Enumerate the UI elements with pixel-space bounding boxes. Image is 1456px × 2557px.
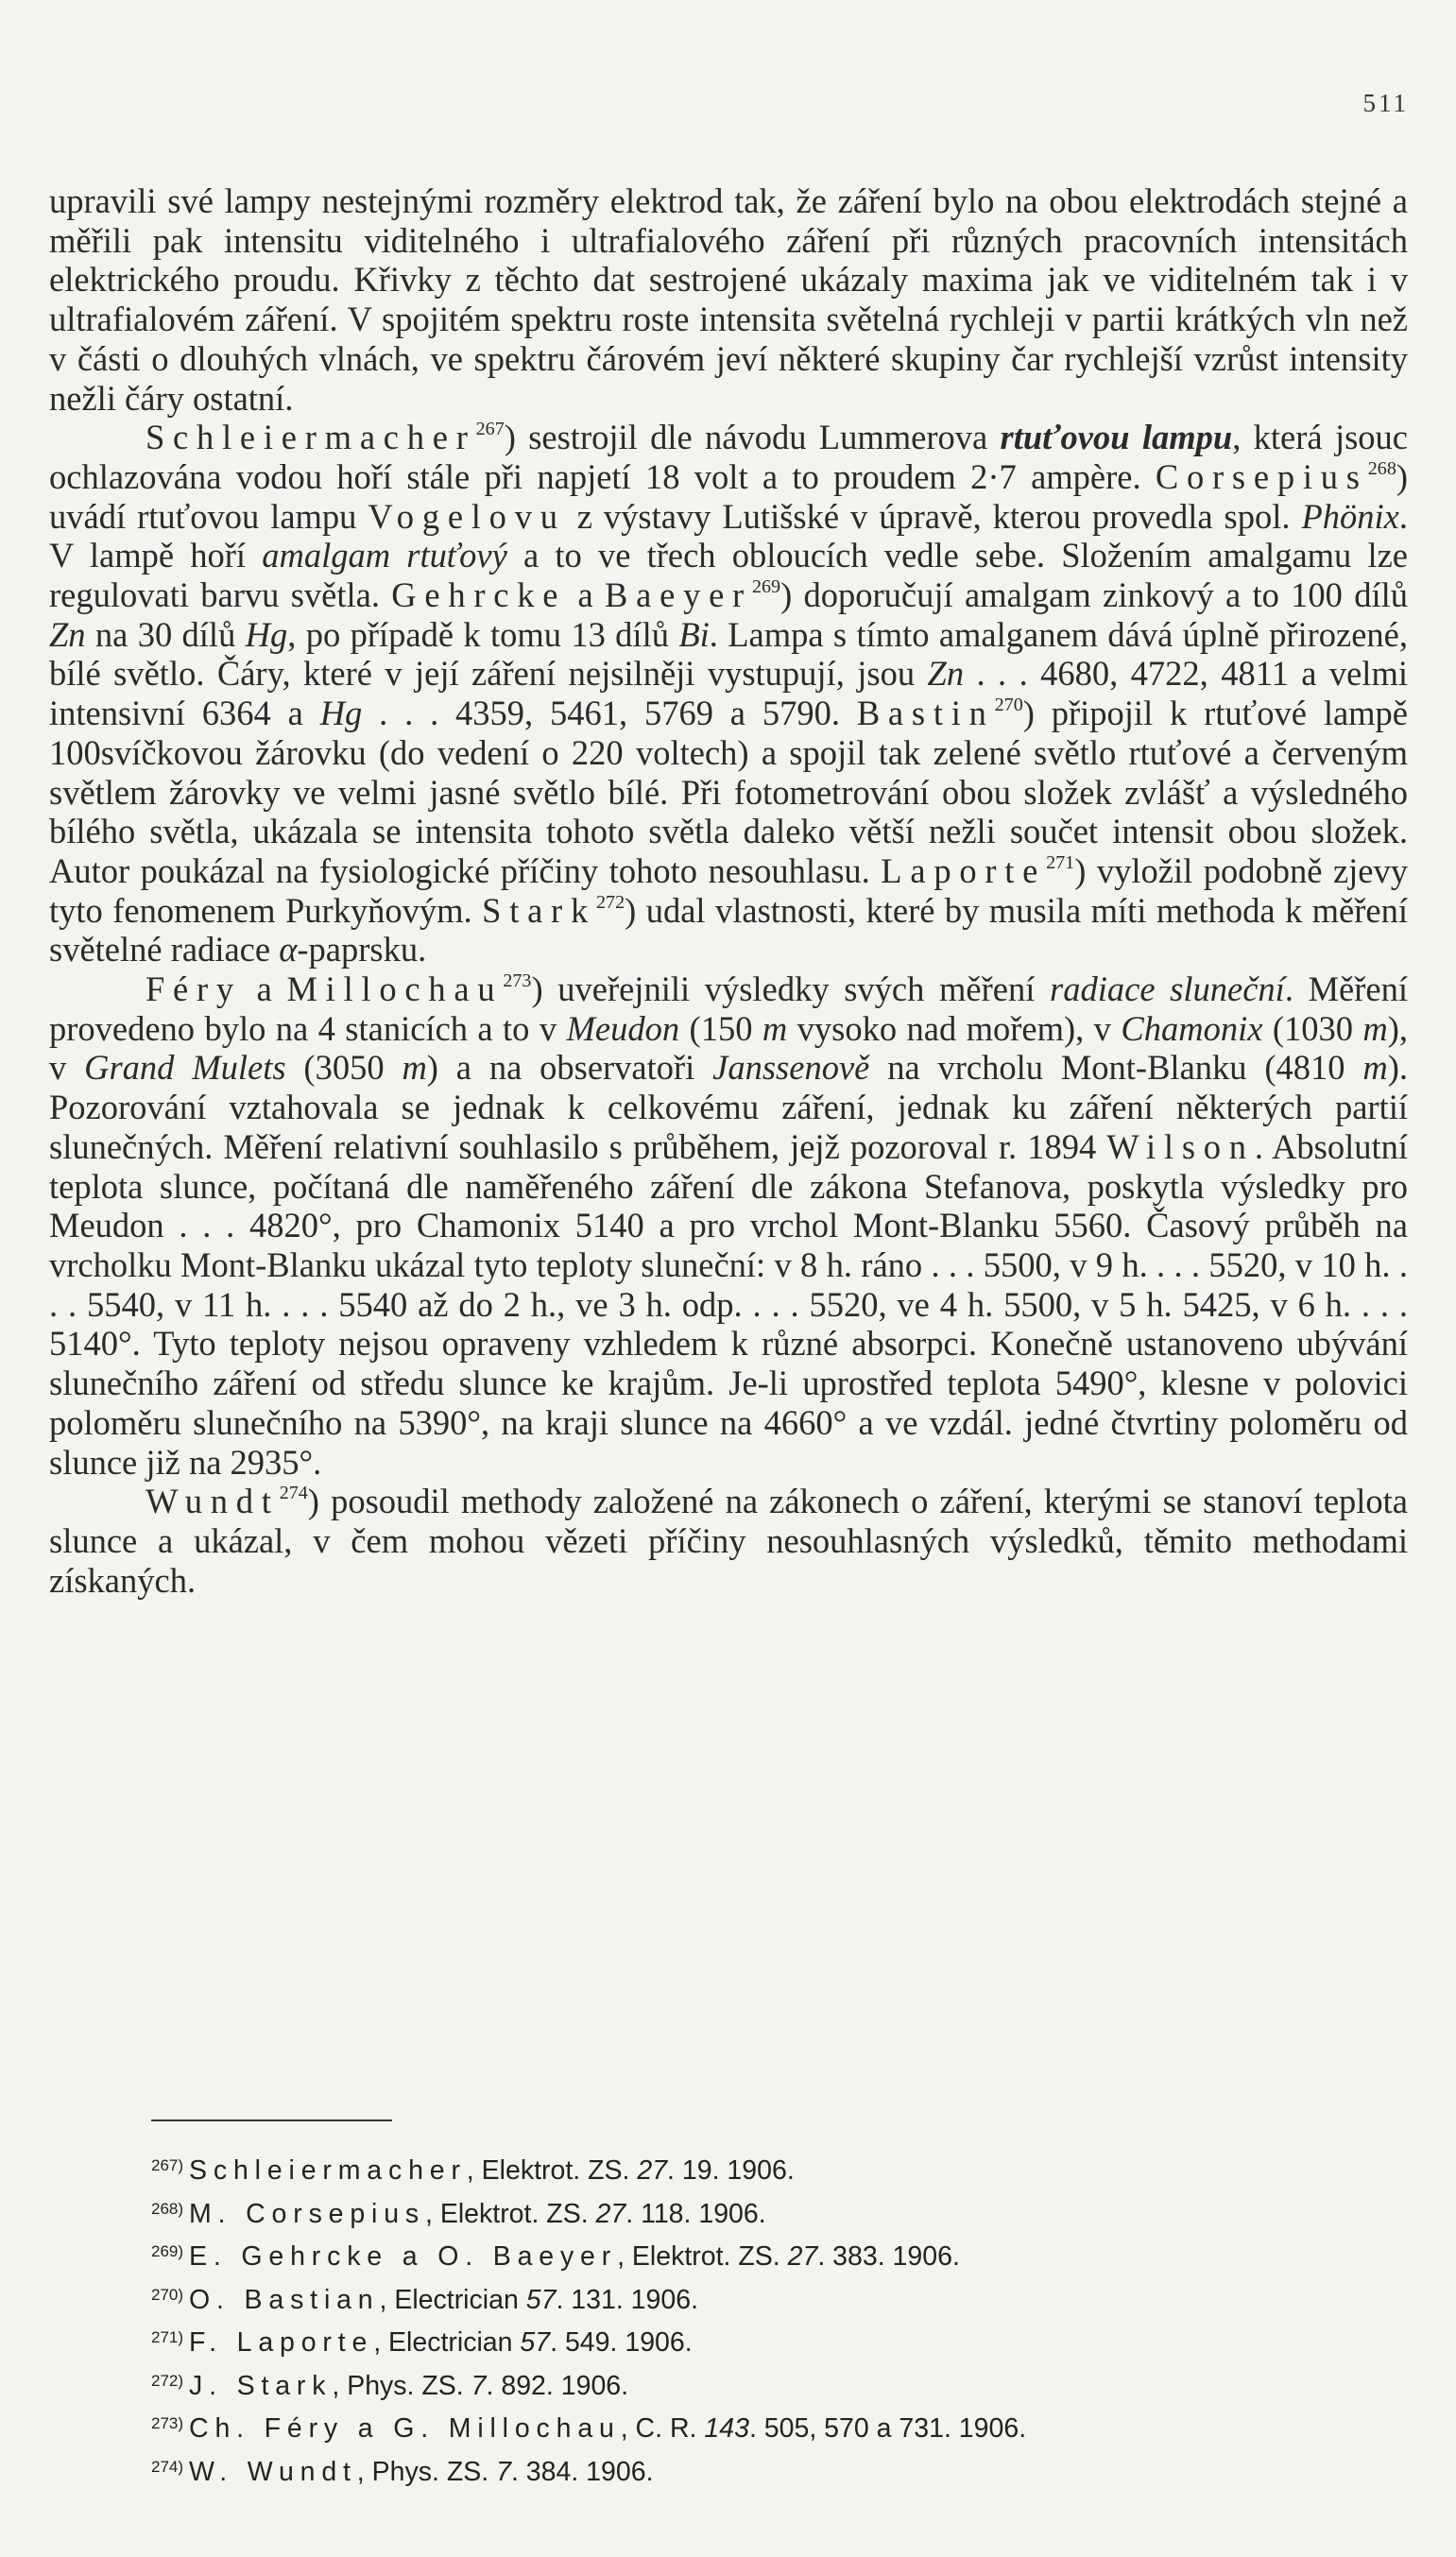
text-run: ) a na observatoři: [426, 1048, 713, 1088]
footnote-source: , Phys. ZS.: [332, 2370, 471, 2401]
italic-text: m: [1362, 1048, 1388, 1088]
footnote-pages: . 19. 1906.: [667, 2155, 795, 2186]
text-run: . Lampa s tímto amalganem dává úplně přirozené, bílé světlo. Čáry, které v její záření nejsilněji vystupují, jsou: [49, 614, 1409, 694]
footnote-ref: 267: [475, 419, 505, 440]
italic-text: α: [279, 930, 298, 970]
footnote-item: [151, 2147, 1408, 2190]
footnote-number: 270): [151, 2285, 184, 2304]
footnote-author: W. Wundt: [189, 2456, 357, 2487]
footnote-ref: 272: [596, 891, 625, 913]
footnote-item: [151, 2276, 1408, 2320]
text-run: ) sestrojil dle návodu Lummerova: [504, 418, 1001, 457]
spaced-name: Corsepius: [1155, 456, 1368, 496]
footnote-author: O. Bastian: [189, 2284, 380, 2315]
spaced-name: Wundt: [146, 1482, 280, 1521]
footnote-ref: 270: [994, 695, 1023, 716]
footnote-source: , Elektrot. ZS.: [466, 2155, 638, 2186]
italic-text: Meudon: [566, 1008, 680, 1048]
footnote-number: 268): [151, 2199, 184, 2218]
text-run: . V lampě hoří: [49, 496, 1409, 575]
paragraph: [49, 970, 1408, 1482]
text-run: a: [241, 970, 287, 1009]
page-number: 511: [1362, 89, 1409, 117]
footnote-item: [151, 2405, 1408, 2448]
text-run: z výstavy Lutišské v úpravě, kterou provedla spol.: [565, 496, 1302, 536]
italic-text: Zn: [49, 614, 86, 654]
text-run: (1030: [1262, 1008, 1363, 1048]
footnote-source: , Phys. ZS.: [356, 2456, 497, 2487]
text-run: ) uveřejnili výsledky svých měření: [531, 970, 1051, 1009]
italic-text: Hg: [245, 614, 288, 654]
italic-text: m: [402, 1048, 427, 1088]
italic-text: amalgam rtuťový: [262, 536, 507, 575]
text-run: (150: [679, 1008, 762, 1048]
italic-text: radiace sluneční: [1050, 970, 1285, 1009]
text-run: ) udal vlastnosti, které by musila míti methoda k měření světelné radiace: [49, 890, 1409, 970]
text-run: ) posoudil methody založené na zákonech o záření, kterými se stanoví teplota slunce a ukázal, v čem mohou vězeti příčiny nesouhlasných výsledků, těmito methodami získaných.: [49, 1482, 1408, 1600]
footnote-author: Ch. Féry a G. Millochau: [189, 2413, 621, 2444]
footnote-pages: . 118. 1906.: [625, 2198, 766, 2229]
spaced-name: Millochau: [286, 970, 504, 1009]
footnote-volume: 57: [525, 2284, 557, 2315]
footnote-divider: [151, 2119, 392, 2121]
text-run: na vrcholu Mont-Blanku (4810: [869, 1048, 1363, 1088]
italic-text: m: [762, 1008, 788, 1048]
spaced-name: Wilson: [1106, 1126, 1255, 1166]
footnote-item: [151, 2448, 1408, 2492]
body-text: [49, 181, 1408, 1600]
footnote-volume: 143: [704, 2413, 749, 2444]
text-run: , která jsouc ochlazována vodou hoří stále při napjetí 18 volt a to proudem 2·7 ampère.: [49, 418, 1408, 496]
text-run: . . . 4680, 4722, 4811 a velmi intensivní 6364 a: [49, 654, 1408, 733]
paragraph: [49, 181, 1408, 418]
footnote-pages: . 892. 1906.: [486, 2370, 629, 2401]
footnote-item: [151, 2362, 1408, 2406]
footnote-pages: . 549. 1906.: [550, 2327, 693, 2358]
footnote-volume: 27: [595, 2198, 626, 2229]
text-run: vysoko nad mořem), v: [787, 1008, 1122, 1048]
footnote-ref: 273: [503, 970, 532, 992]
paragraph: [49, 1482, 1408, 1600]
italic-text: Grand Mulets: [84, 1048, 286, 1088]
spaced-name: Bastin: [856, 694, 995, 733]
text-run: , po případě k tomu 13 dílů: [287, 614, 679, 654]
spaced-name: Vogelovu: [368, 496, 566, 536]
footnote-source: , Electrician: [379, 2284, 526, 2315]
footnote-pages: . 505, 570 a 731. 1906.: [748, 2413, 1027, 2444]
italic-text: Zn: [927, 654, 965, 694]
italic-text: Phönix: [1301, 496, 1399, 536]
text-run: . . . 4359, 5461, 5769 a 5790.: [362, 694, 857, 733]
footnote-pages: . 131. 1906.: [556, 2284, 698, 2315]
footnote-pages: . 383. 1906.: [817, 2241, 960, 2272]
footnote-number: 267): [151, 2156, 184, 2174]
spaced-name: Baeyer: [605, 575, 752, 615]
text-run: (3050: [285, 1048, 403, 1088]
footnote-number: 274): [151, 2457, 184, 2476]
italic-text: Janssenově: [712, 1048, 870, 1088]
footnote-number: 271): [151, 2328, 184, 2346]
footnote-item: [151, 2319, 1408, 2362]
footnote-volume: 27: [637, 2155, 668, 2186]
text-run: na 30 dílů: [85, 614, 246, 654]
emphasis-text: rtuťovou lampu: [1000, 418, 1233, 457]
spaced-name: Schleiermacher: [146, 418, 476, 457]
footnote-author: E. Gehrcke a O. Baeyer: [189, 2241, 618, 2272]
footnote-ref: 268: [1367, 457, 1396, 479]
footnote-volume: 7: [496, 2456, 511, 2487]
italic-text: Bi: [678, 614, 710, 654]
text-run: upravili své lampy nestejnými rozměry elektrod tak, že záření bylo na obou elektrodách stejné a měřili pak intensitu viditelného i ultrafialového záření při různých pracovních intensitách elektrického proudu. Křivky z těchto dat sestrojené ukázaly maxima jak ve viditelném tak i v ultrafialovém záření. V spojitém spektru roste intensita světelná rychleji v partii krátkých vln než v části o dlouhých vlnách, ve spektru čárovém jeví některé skupiny čar rychlejší vzrůst intensity nežli čáry ostatní.: [49, 181, 1408, 418]
text-run: -paprsku.: [297, 930, 427, 970]
spaced-name: Féry: [146, 970, 242, 1009]
spaced-name: Laporte: [881, 850, 1047, 890]
footnotes: [151, 2147, 1408, 2491]
footnote-author: Schleiermacher: [189, 2155, 467, 2186]
footnote-volume: 57: [520, 2327, 551, 2358]
text-run: ) doporučují amalgam zinkový a to 100 dílů: [780, 575, 1409, 615]
footnote-number: 269): [151, 2242, 184, 2260]
text-run: a: [566, 575, 606, 615]
footnote-pages: . 384. 1906.: [510, 2456, 654, 2487]
footnote-source: , Elektrot. ZS.: [617, 2241, 788, 2272]
text-run: . Měření provedeno bylo na 4 stanicích a to v: [49, 970, 1409, 1048]
footnote-item: [151, 2233, 1408, 2276]
footnote-author: J. Stark: [189, 2370, 333, 2401]
footnote-source: , C. R.: [620, 2413, 705, 2444]
italic-text: m: [1362, 1008, 1388, 1048]
text-run: ). Pozorování vztahovala se jednak k celkovému záření, jednak ku záření některých partií slunečných. Měření relativní souhlasilo s průběhem, jejž pozoroval r. 1894: [49, 1048, 1408, 1166]
footnote-author: F. Laporte: [189, 2327, 374, 2358]
text-run: ) uvádí rtuťovou lampu: [49, 456, 1408, 536]
text-run: . Absolutní teplota slunce, počítaná dle naměřeného záření dle zákona Stefanova, poskytla výsledky pro Meudon . . . 4820°, pro Chamonix 5140 a pro vrchol Mont-Blanku 5560. Časový průběh na vrcholku Mont-Blanku ukázal tyto teploty sluneční: v 8 h. ráno . . . 5500, v 9 h. . . . 5520, v 10 h. . . . 5540, v 11 h. . . . 5540 až do 2 h., ve 3 h. odp. . . . 5520, ve 4 h. 5500, v 5 h. 5425, v 6 h. . . . 5140°. Tyto teploty nejsou opraveny vzhledem k různé absorpci. Konečně ustanoveno ubývání slunečního záření od středu slunce ke krajům. Je-li uprostřed teplota 5490°, klesne v polovici poloměru slunečního na 5390°, na kraji slunce na 4660° a ve vzdál. jedné čtvrtiny poloměru od slunce již na 2935°.: [49, 1126, 1408, 1482]
footnote-number: 273): [151, 2414, 184, 2432]
paragraph: [49, 418, 1408, 970]
text-run: ) vyložil podobně zjevy tyto fenomenem Purkyňovým.: [49, 850, 1408, 930]
footnote-volume: 7: [471, 2370, 487, 2401]
spaced-name: Stark: [482, 890, 596, 930]
spaced-name: Gehrcke: [391, 575, 567, 615]
footnote-author: M. Corsepius: [189, 2198, 425, 2229]
text-run: ) připojil k rtuťové lampě 100svíčkovou žárovku (do vedení o 220 voltech) a spojil tak zelené světlo rtuťové a červeným světlem žárovky ve velmi jasné světlo bílé. Při fotometrování obou složek zvlášť a výsledného bílého světla, ukázala se intensita tohoto světla daleko větší nežli součet intensit obou složek. Autor poukázal na fysiologické příčiny tohoto nesouhlasu.: [49, 694, 1409, 890]
footnote-ref: 271: [1046, 851, 1075, 873]
footnote-volume: 27: [787, 2241, 818, 2272]
footnote-item: [151, 2190, 1408, 2234]
text-run: ), v: [49, 1008, 1409, 1088]
footnote-source: , Electrician: [373, 2327, 521, 2358]
text-run: a to ve třech obloucích vedle sebe. Složením amalgamu lze regulovati barvu světla.: [49, 536, 1409, 615]
footnote-number: 272): [151, 2371, 184, 2390]
italic-text: Hg: [319, 694, 363, 733]
footnote-ref: 269: [751, 575, 781, 597]
footnote-ref: 274: [279, 1483, 308, 1504]
footnote-source: , Elektrot. ZS.: [425, 2198, 596, 2229]
italic-text: Chamonix: [1121, 1008, 1263, 1048]
